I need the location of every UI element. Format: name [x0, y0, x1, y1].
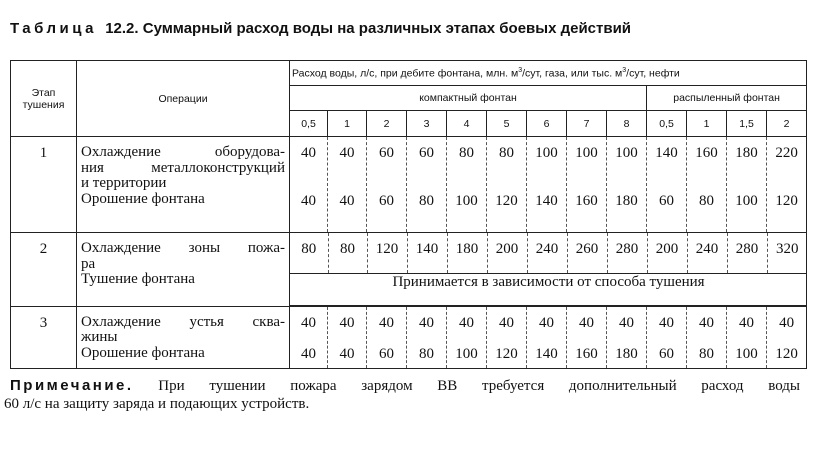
- operation-line: ния металлоконструкций: [81, 159, 285, 176]
- header-operations: Операции: [77, 61, 290, 137]
- header-flow-sup1: 3: [518, 66, 523, 74]
- value-cell: 40 60: [367, 306, 407, 368]
- debit-cell: 2: [367, 111, 407, 137]
- debit-cell: 4: [447, 111, 487, 137]
- header-stage: [11, 61, 77, 137]
- debit-cell: 1,5: [727, 111, 767, 137]
- value-cell: 140: [407, 233, 447, 273]
- table-row: [11, 233, 807, 307]
- operation-line: и территории: [81, 175, 167, 191]
- value-cell: 40 40: [328, 306, 367, 368]
- operation-line: Охлаждение оборудова-: [81, 144, 285, 160]
- operation-line: Орошение фонтана: [81, 344, 205, 361]
- value-cell: 40 80: [687, 306, 727, 368]
- value-cell: 120: [367, 233, 407, 273]
- operations-cell: [77, 233, 290, 307]
- value-cell: 40 40: [290, 306, 328, 368]
- value-cell: 260: [567, 233, 607, 273]
- value-cell: 200: [487, 233, 527, 273]
- value-cell: 180 100: [727, 137, 767, 233]
- operations-cell: [77, 137, 290, 233]
- value-cell: 100 160: [567, 137, 607, 233]
- value-cell: 60 60: [367, 137, 407, 233]
- caption-word: Таблица: [10, 20, 98, 37]
- operation-line: Охлаждение зоны пожа-: [81, 240, 285, 256]
- debit-cell: 1: [328, 111, 367, 137]
- value-cell: 280: [607, 233, 647, 273]
- value-cell: 40 140: [527, 306, 567, 368]
- operation-line: Тушение фонтана: [81, 271, 195, 287]
- header-flow-rate: [290, 61, 807, 86]
- debit-cell: 3: [407, 111, 447, 137]
- note-label: Примечание.: [10, 377, 134, 394]
- header-flow-a: Расход воды, л/с, при дебите фонтана, млн. м: [292, 67, 519, 80]
- stage2-values-grid: [290, 233, 807, 306]
- debit-cell: 6: [527, 111, 567, 137]
- debit-cell: 2: [767, 111, 807, 137]
- operation-line: Охлаждение устья сква-: [81, 313, 285, 330]
- operations-cell: [77, 306, 290, 368]
- value-cell: 80: [328, 233, 367, 273]
- table-row: [11, 306, 807, 368]
- header-compact-fountain: компактный фонтан: [290, 86, 647, 111]
- value-cell: 40 120: [775, 314, 798, 362]
- merged-note-cell: Принимается в зависимости от способа тушения: [290, 273, 807, 305]
- value-cell: 40 60: [647, 306, 687, 368]
- value-cell: 220 120: [767, 137, 807, 233]
- value-cell: 240: [527, 233, 567, 273]
- header-stage-line1: Этап: [31, 86, 56, 99]
- header-flow-sup2: 3: [622, 66, 627, 74]
- operation-line: ра: [81, 255, 96, 272]
- value-cell: 40 180: [607, 306, 647, 368]
- water-consumption-table: [10, 60, 807, 369]
- table-row: [11, 137, 807, 233]
- value-cell: 180: [447, 233, 487, 273]
- value-cell: 280: [727, 233, 767, 273]
- value-cell: 200: [647, 233, 687, 273]
- value-cell: 40 40: [328, 137, 367, 233]
- value-cell: 40 40: [290, 137, 328, 233]
- value-cell: 40 160: [567, 306, 607, 368]
- header-spray-fountain: распыленный фонтан: [647, 86, 807, 111]
- debit-cell: 7: [567, 111, 607, 137]
- value-cell: 240: [687, 233, 727, 273]
- stage-number: 3: [11, 306, 77, 368]
- debit-cell: 8: [607, 111, 647, 137]
- value-cell: 100 140: [527, 137, 567, 233]
- value-cell: 80: [290, 233, 328, 273]
- value-cell: 100 180: [607, 137, 647, 233]
- header-flow-c: /сут, нефти: [626, 67, 680, 80]
- value-cell: 40 80: [407, 306, 447, 368]
- value-cell: 160 80: [687, 137, 727, 233]
- operation-line: Орошение фонтана: [81, 190, 205, 207]
- value-cell: 320: [767, 233, 807, 273]
- value-cell: 80 100: [447, 137, 487, 233]
- note-text-1: При тушении пожара зарядом ВВ требуется дополнительный расход воды: [158, 378, 801, 394]
- debit-cell: 1: [687, 111, 727, 137]
- stage-number: 2: [11, 233, 77, 307]
- table-caption: [10, 20, 631, 37]
- debit-cell: 0,5: [647, 111, 687, 137]
- caption-text: 12.2. Суммарный расход воды на различных этапах боевых действий: [105, 20, 632, 37]
- value-cell: 40 100: [447, 306, 487, 368]
- value-cell: 40 120: [487, 306, 527, 368]
- header-stage-line2: тушения: [22, 98, 65, 111]
- stage-number: 1: [11, 137, 77, 233]
- debit-cell: 5: [487, 111, 527, 137]
- value-cell: 40 100: [727, 306, 767, 368]
- debit-cell: 0,5: [290, 111, 328, 137]
- value-cell: 60 80: [407, 137, 447, 233]
- header-flow-b: /сут, газа, или тыс. м: [522, 67, 623, 80]
- note-line-1: [10, 377, 800, 395]
- note-line-2: 60 л/с на защиту заряда и подающих устройств.: [4, 396, 310, 412]
- operation-line: жины: [81, 329, 118, 345]
- stage2-values: [290, 233, 807, 307]
- value-cell: 140 60: [647, 137, 687, 233]
- value-cell: 80 120: [487, 137, 527, 233]
- table-note: [4, 377, 801, 413]
